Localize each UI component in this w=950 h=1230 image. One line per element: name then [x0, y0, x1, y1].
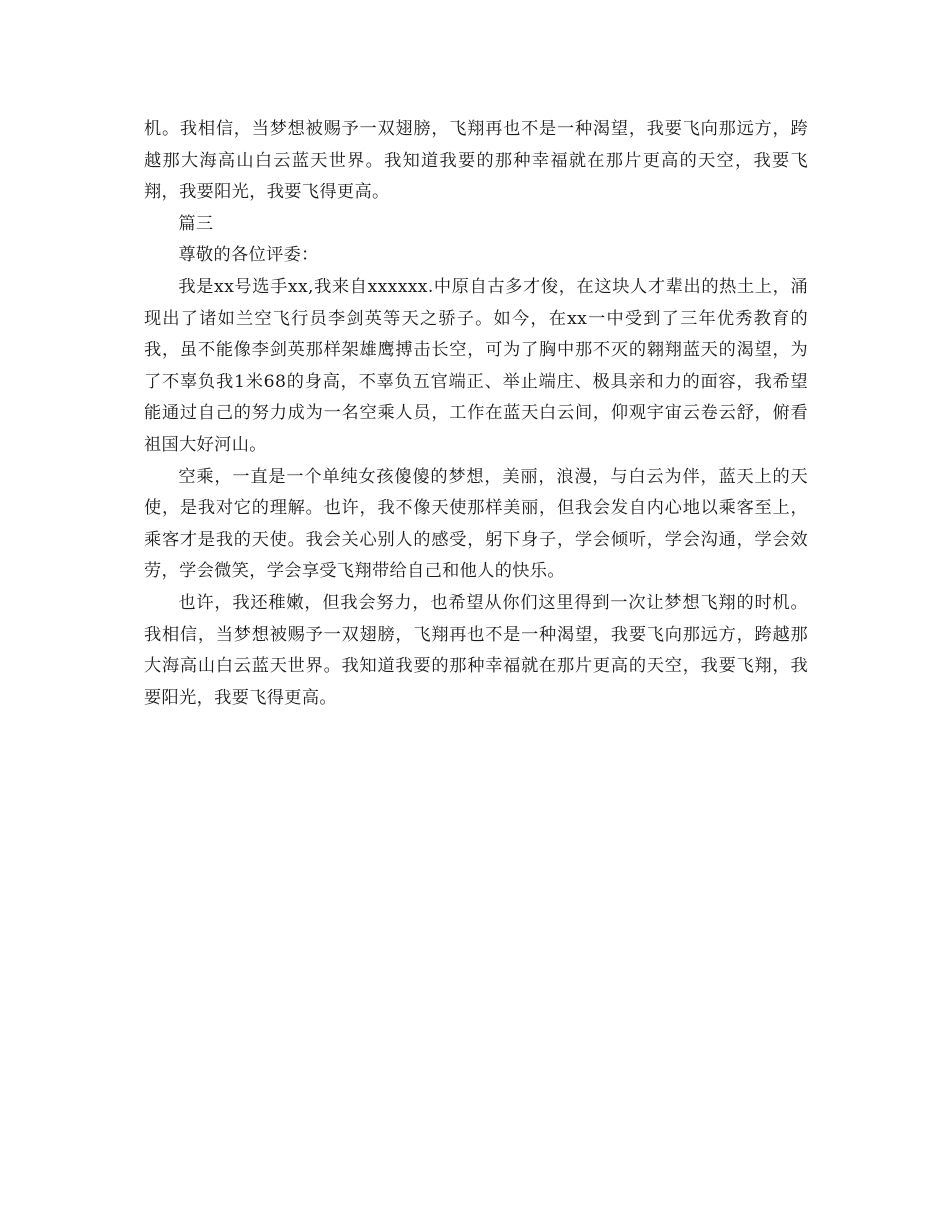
paragraph-introduction: 我是xx号选手xx,我来自xxxxxx.中原自古多才俊，在这块人才辈出的热土上，涌现出了诸如兰空飞行员李剑英等天之骄子。如今，在xx一中受到了三年优秀教育的我，虽不能像李剑英那样架雄鹰搏击长空，可为了胸中那不灭的翱翔蓝天的渴望，为了不辜负我1米68的身高，不辜负五官端正、举止端庄、极具亲和力的面容，我希望能通过自己的努力成为一名空乘人员，工作在蓝天白云间，仰观宇宙云卷云舒，俯看祖国大好河山。: [144, 276, 808, 455]
paragraph-dream: 空乘，一直是一个单纯女孩傻傻的梦想，美丽，浪漫，与白云为伴，蓝天上的天使，是我对它的理解。也许，我不像天使那样美丽，但我会发自内心地以乘客至上，乘客才是我的天使。我会关心别人的感受，躬下身子，学会倾听，学会沟通，学会效劳，学会微笑，学会享受飞翔带给自己和他人的快乐。: [144, 466, 808, 582]
paragraph-continuation: 机。我相信，当梦想被赐予一双翅膀，飞翔再也不是一种渴望，我要飞向那远方，跨越那大海高山白云蓝天世界。我知道我要的那种幸福就在那片更高的天空，我要飞翔，我要阳光，我要飞得更高。: [144, 119, 808, 203]
section-heading: 篇三: [178, 213, 214, 234]
document-body: [144, 114, 808, 714]
paragraph-closing: 也许，我还稚嫩，但我会努力，也希望从你们这里得到一次让梦想飞翔的时机。我相信，当梦想被赐予一双翅膀，飞翔再也不是一种渴望，我要飞向那远方，跨越那大海高山白云蓝天世界。我知道我要的那种幸福就在那片更高的天空，我要飞翔，我要阳光，我要飞得更高。: [144, 592, 808, 708]
salutation: 尊敬的各位评委：: [178, 245, 319, 266]
